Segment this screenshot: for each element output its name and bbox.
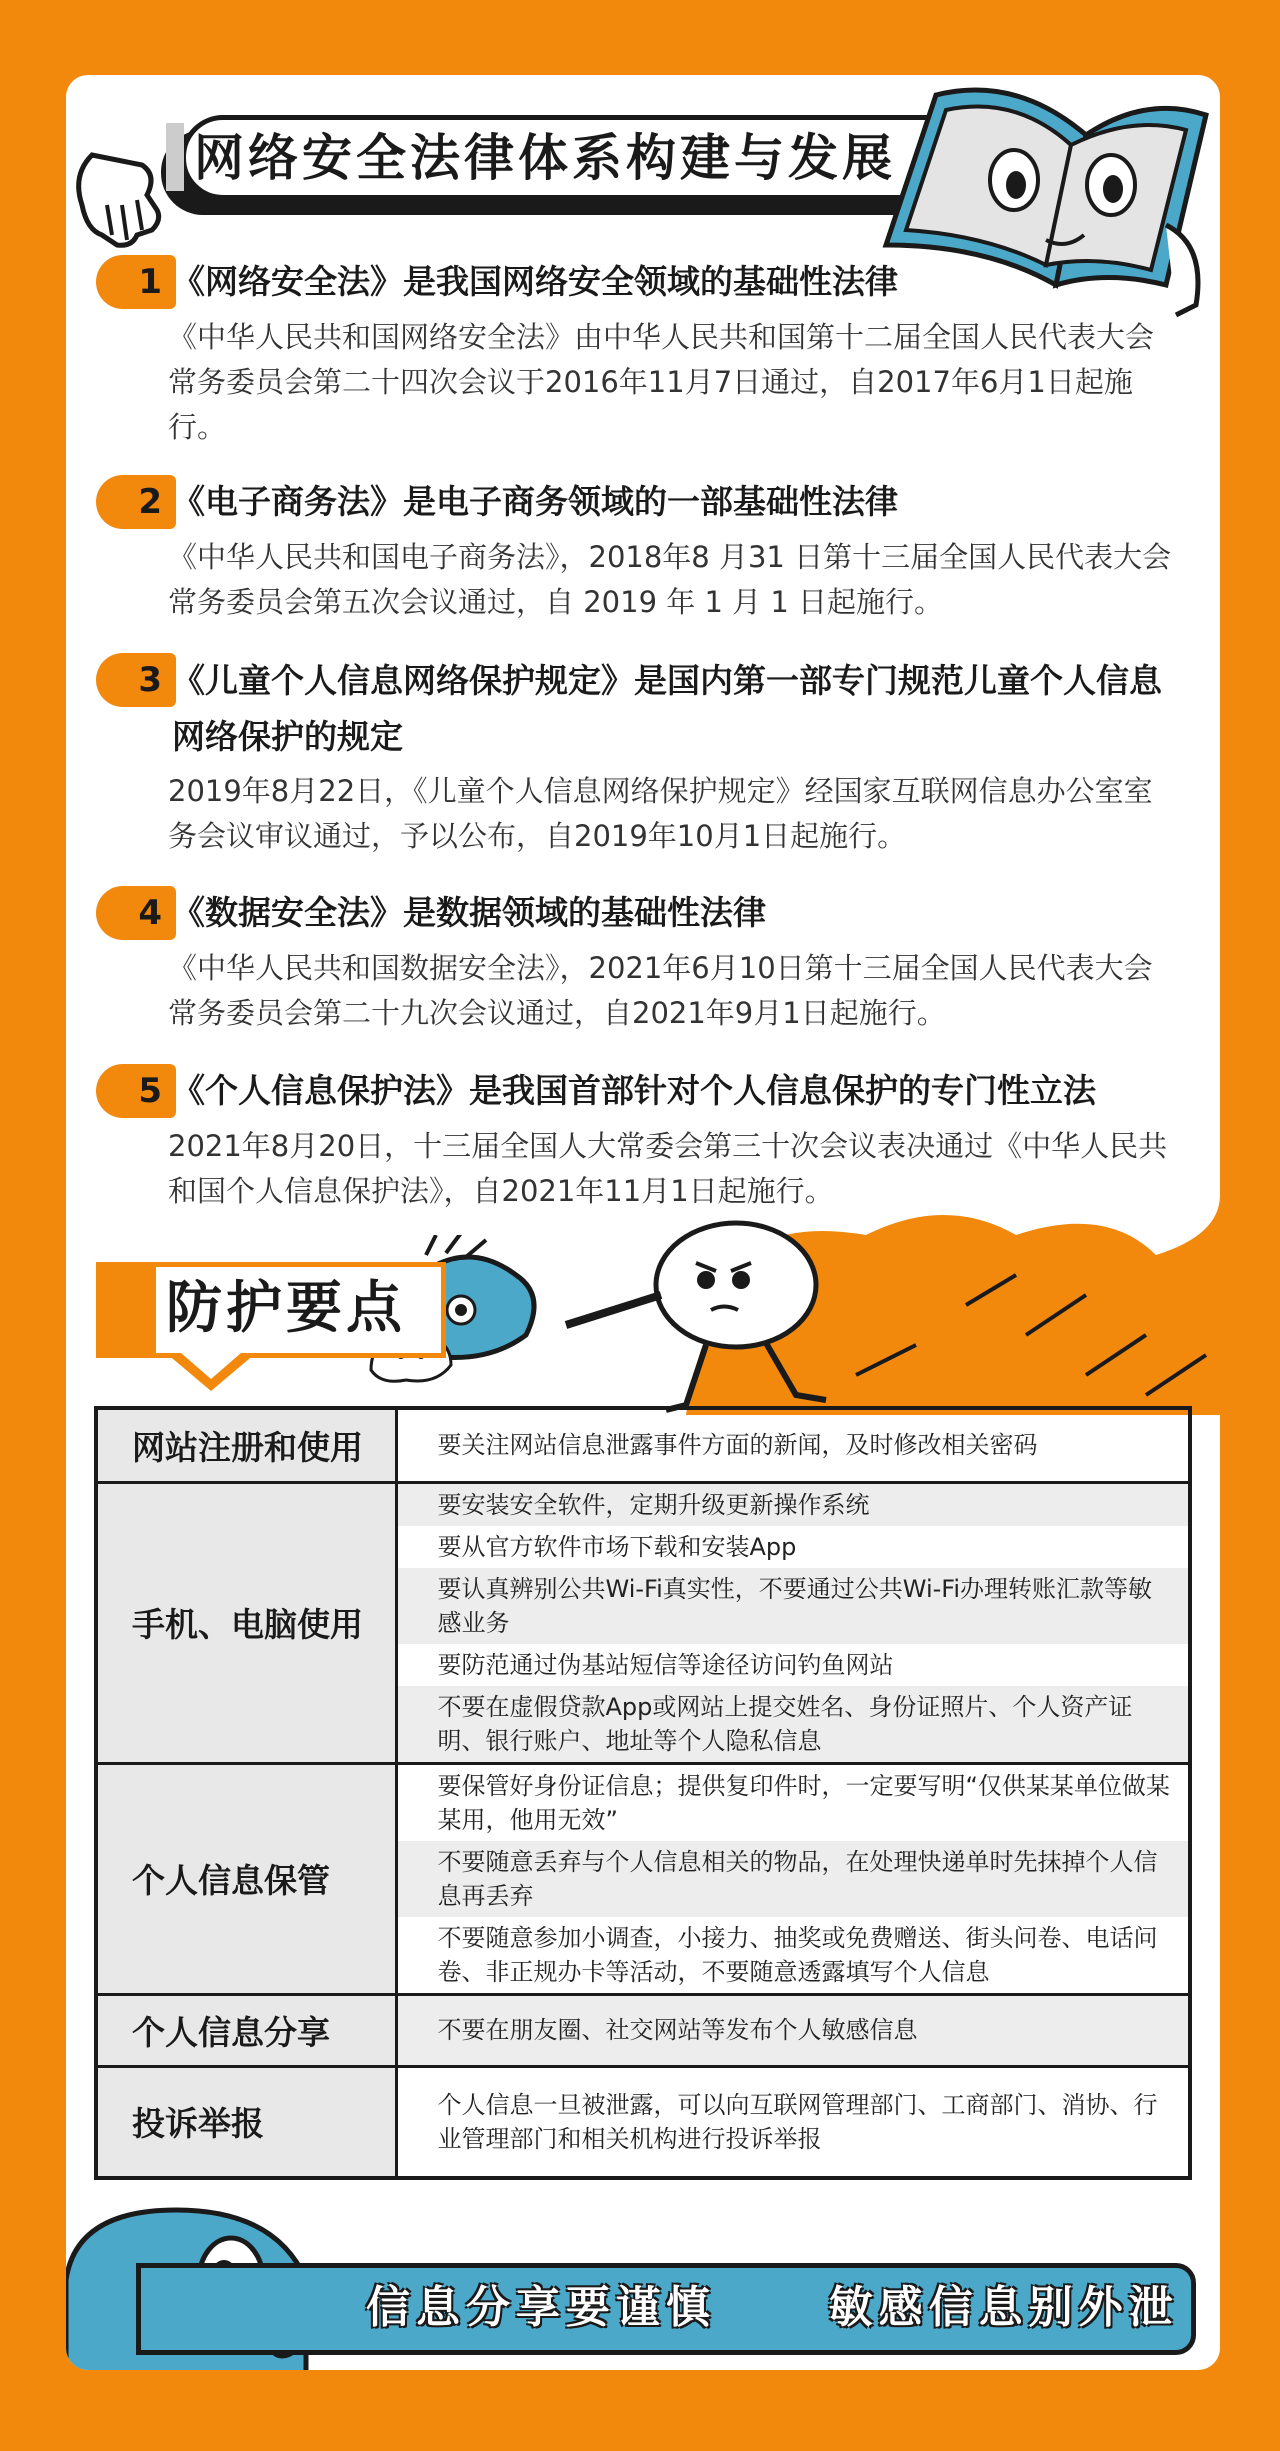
section-body: 《中华人民共和国数据安全法》，2021年6月10日第十三届全国人民代表大会常务委员会第二十九次会议通过，自2021年9月1日起施行。: [168, 951, 1153, 1030]
section-number: 3: [138, 660, 162, 700]
slogan-2: 敏感信息别外泄: [828, 2282, 1179, 2333]
table-item: 不要随意参加小调查，小接力、抽奖或免费赠送、街头问卷、电话问卷、非正规办卡等活动，不要随意透露填写个人信息: [437, 1923, 1158, 1986]
table-item: 要保管好身份证信息；提供复印件时，一定要写明“仅供某某单位做某某用，他用无效”: [437, 1771, 1170, 1834]
section-title: 《儿童个人信息网络保护规定》是国内第一部专门规范儿童个人信息网络保护的规定: [172, 661, 1162, 756]
table-item: 要安装安全软件，定期升级更新操作系统: [398, 1484, 1189, 1526]
section-title: 《个人信息保护法》是我国首部针对个人信息保护的专门性立法: [172, 1071, 1096, 1110]
table-item: 不要在朋友圈、社交网站等发布个人敏感信息: [437, 2016, 918, 2044]
items-cell: [396, 1408, 1190, 1482]
table-row: [96, 1408, 1190, 1482]
items-cell: [396, 2066, 1190, 2178]
protection-table: [94, 1406, 1192, 2180]
table-item: 要关注网站信息泄露事件方面的新闻，及时修改相关密码: [437, 1431, 1038, 1460]
section-number: 1: [138, 262, 162, 302]
section-number: 4: [138, 893, 162, 933]
table-item: 不要随意丢弃与个人信息相关的物品，在处理快递单时先抹掉个人信息再丢弃: [398, 1841, 1189, 1917]
table-item: 要防范通过伪基站短信等途径访问钓鱼网站: [437, 1650, 894, 1679]
items-cell: [396, 1994, 1190, 2066]
section-body: 《中华人民共和国电子商务法》，2018年8 月31 日第十三届全国人民代表大会常务委员会第五次会议通过，自 2019 年 1 月 1 日起施行。: [168, 540, 1172, 619]
footer-slogan: [366, 2272, 1179, 2344]
slogan-1: 信息分享要谨慎: [366, 2282, 716, 2333]
table-item: 要从官方软件市场下载和安装App: [437, 1532, 797, 1561]
section-title: 《电子商务法》是电子商务领域的一部基础性法律: [172, 482, 898, 521]
protect-title: 防护要点: [166, 1276, 406, 1341]
category-cell: 投诉举报: [96, 2066, 396, 2178]
table-row: [96, 1994, 1190, 2066]
section-number: 5: [138, 1071, 162, 1111]
category-cell: 网站注册和使用: [96, 1408, 396, 1482]
section-body: 2021年8月20日，十三届全国人大常委会第三十次会议表决通过《中华人民共和国个人信息保护法》，自2021年11月1日起施行。: [168, 1129, 1168, 1208]
page-title: 网络安全法律体系构建与发展: [194, 129, 896, 187]
table-row: [96, 1763, 1190, 1994]
section-title: 《数据安全法》是数据领域的基础性法律: [172, 893, 766, 932]
section-number: 2: [138, 482, 162, 522]
category-cell: 个人信息保管: [96, 1763, 396, 1994]
section-body: 2019年8月22日，《儿童个人信息网络保护规定》经国家互联网信息办公室室务会议审议通过，予以公布，自2019年10月1日起施行。: [168, 774, 1153, 853]
category-cell: 个人信息分享: [96, 1994, 396, 2066]
table-item: 个人信息一旦被泄露，可以向互联网管理部门、工商部门、消协、行业管理部门和相关机构进行投诉举报: [437, 2090, 1158, 2153]
items-cell: [396, 1482, 1190, 1763]
table-item: 不要在虚假贷款App或网站上提交姓名、身份证照片、个人资产证明、银行账户、地址等个人隐私信息: [398, 1686, 1189, 1762]
items-cell: [396, 1763, 1190, 1994]
section-title: 《网络安全法》是我国网络安全领域的基础性法律: [172, 262, 898, 301]
hand-icon: [66, 135, 182, 265]
poster-card: [66, 75, 1220, 2370]
table-item: 要认真辨别公共Wi-Fi真实性，不要通过公共Wi-Fi办理转账汇款等敏感业务: [398, 1568, 1189, 1644]
section-body: 《中华人民共和国网络安全法》由中华人民共和国第十二届全国人民代表大会常务委员会第二十四次会议于2016年11月7日通过，自2017年6月1日起施行。: [168, 320, 1155, 444]
protect-header-pointer: [166, 1353, 256, 1393]
category-cell: 手机、电脑使用: [96, 1482, 396, 1763]
table-row: [96, 1482, 1190, 1763]
table-row: [96, 2066, 1190, 2178]
